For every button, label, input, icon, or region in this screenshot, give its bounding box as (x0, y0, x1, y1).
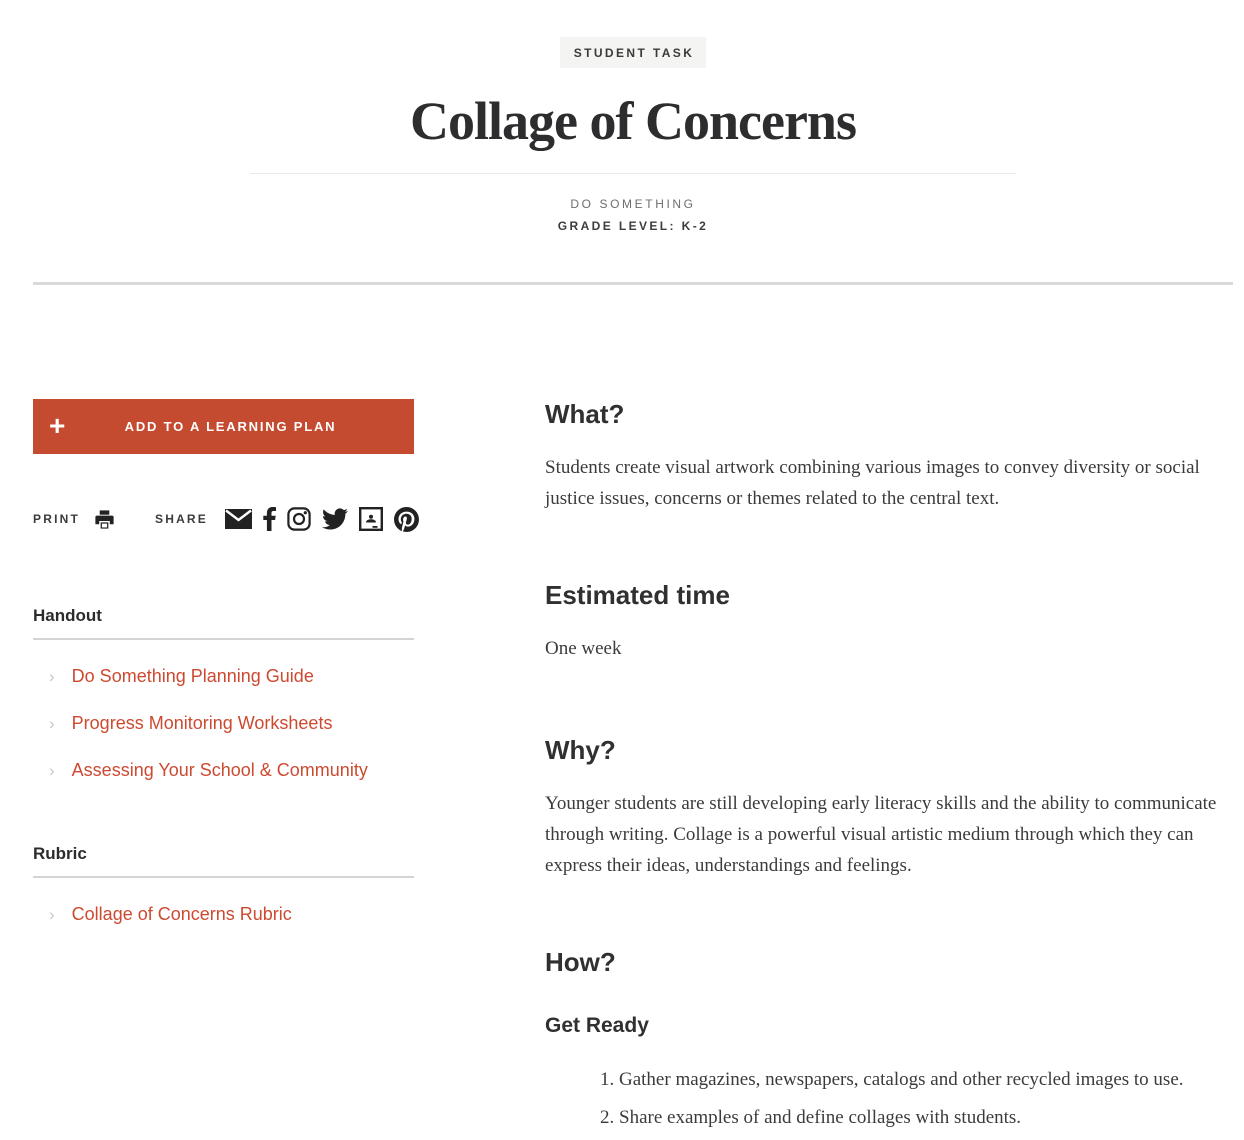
list-item (33, 666, 414, 687)
list-item (33, 760, 414, 781)
google-classroom-icon[interactable] (359, 507, 383, 531)
link-do-something-planning-guide[interactable]: Do Something Planning Guide (71, 666, 314, 686)
link-progress-monitoring-worksheets[interactable]: Progress Monitoring Worksheets (71, 713, 333, 733)
add-button-label: ADD TO A LEARNING PLAN (124, 419, 337, 434)
step-item: 2. Share examples of and define collages with students. (619, 1102, 1233, 1133)
handout-heading: Handout (33, 606, 102, 625)
section-why (545, 735, 1233, 881)
email-icon[interactable] (225, 509, 252, 529)
section-body: Students create visual artwork combining various images to convey diversity or social justice issues, concerns or themes related to the central text. (545, 457, 1200, 509)
print-label: PRINT (33, 512, 80, 526)
twitter-icon[interactable] (322, 508, 348, 530)
header-divider (33, 282, 1233, 285)
handout-section (33, 606, 414, 781)
print-share-row (33, 505, 414, 533)
facebook-icon[interactable] (263, 507, 276, 531)
link-collage-of-concerns-rubric[interactable]: Collage of Concerns Rubric (71, 904, 292, 924)
section-body: Younger students are still developing early literacy skills and the ability to communicate through writing. Collage is a powerful visual artistic medium through which they can express their ideas, understandings and feelings. (545, 793, 1217, 876)
rubric-section (33, 844, 414, 925)
add-to-learning-plan-button[interactable] (33, 399, 414, 454)
section-heading: Why? (545, 735, 616, 765)
pinterest-icon[interactable] (394, 507, 419, 532)
grade-level-label: GRADE LEVEL: K-2 (557, 219, 709, 233)
page-title: Collage of Concerns (410, 91, 856, 151)
title-divider (250, 173, 1016, 174)
section-estimated-time (545, 580, 1233, 664)
plus-icon: + (49, 409, 66, 441)
rubric-links (33, 904, 414, 925)
section-what (545, 399, 1233, 514)
handout-links (33, 666, 414, 781)
get-ready-subheading: Get Ready (545, 1014, 649, 1037)
section-heading: How? (545, 947, 616, 977)
print-icon[interactable] (93, 508, 116, 531)
section-rule (33, 638, 414, 640)
share-icons (225, 507, 419, 532)
main-content (545, 399, 1233, 1140)
share-label: SHARE (155, 512, 209, 526)
student-task-badge: STUDENT TASK (560, 37, 707, 68)
rubric-heading: Rubric (33, 844, 87, 863)
step-item: 1. Gather magazines, newspapers, catalogs and other recycled images to use. (619, 1064, 1233, 1095)
section-heading: Estimated time (545, 580, 730, 610)
instagram-icon[interactable] (287, 507, 311, 531)
list-item (33, 713, 414, 734)
section-rule (33, 876, 414, 878)
chevron-right-icon: › (49, 905, 55, 924)
category-label: DO SOMETHING (570, 197, 696, 211)
section-how (545, 947, 1233, 1133)
sidebar (33, 399, 414, 925)
get-ready-steps (545, 1064, 1233, 1133)
chevron-right-icon: › (49, 667, 55, 686)
list-item (33, 904, 414, 925)
chevron-right-icon: › (49, 761, 55, 780)
section-body: One week (545, 638, 622, 659)
link-assessing-your-school-community[interactable]: Assessing Your School & Community (71, 760, 368, 780)
page-header (33, 37, 1233, 285)
section-heading: What? (545, 399, 625, 429)
chevron-right-icon: › (49, 714, 55, 733)
